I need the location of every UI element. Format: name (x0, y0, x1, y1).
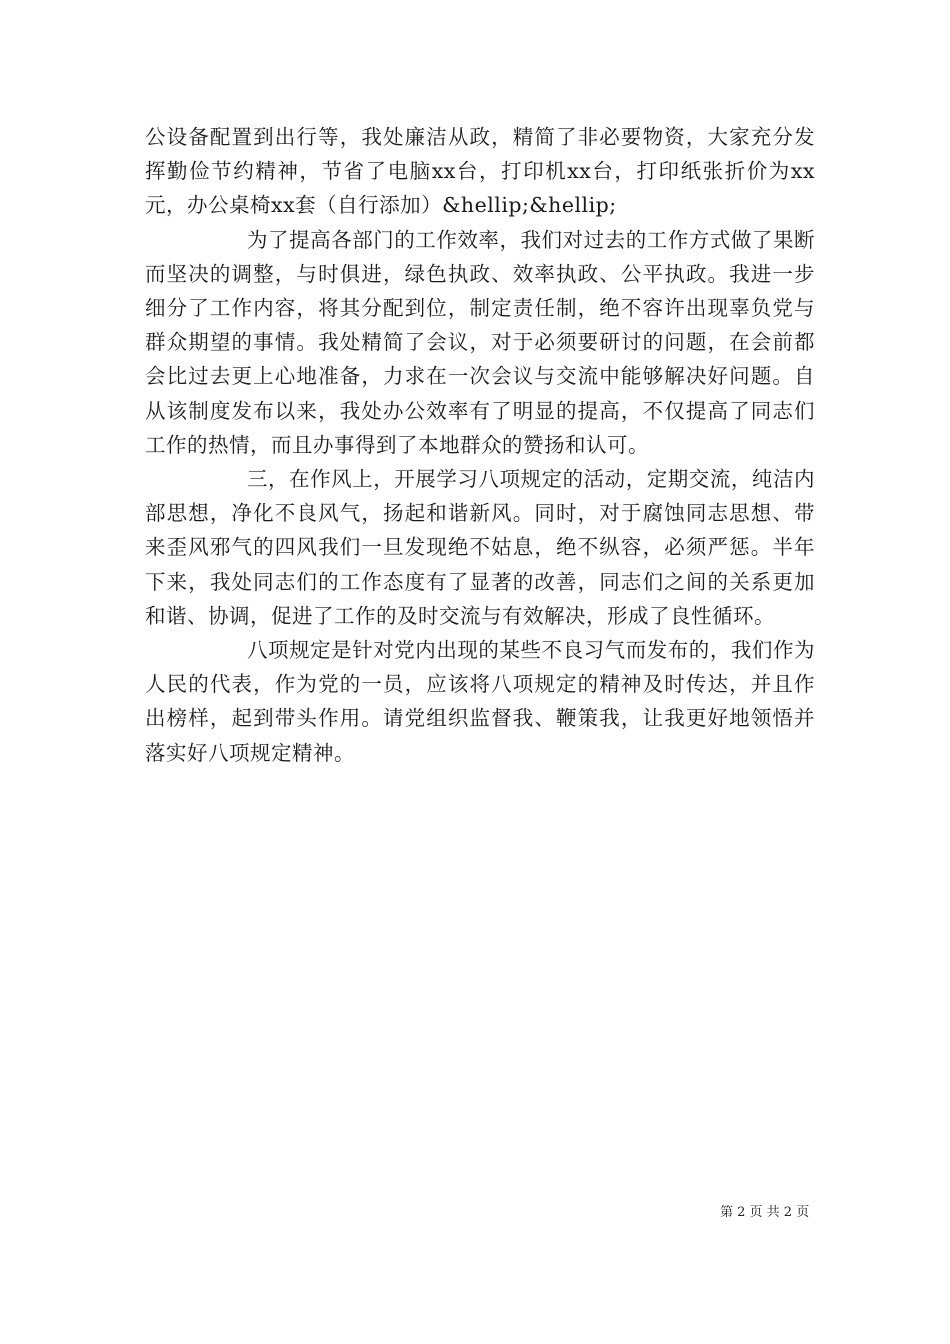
page-number-footer: 第 2 页 共 2 页 (720, 1205, 810, 1220)
paragraph-continuation: 公设备配置到出行等，我处廉洁从政，精简了非必要物资，大家充分发挥勤俭节约精神，节省了电脑xx台，打印机xx台，打印纸张折价为xx元，办公桌椅xx套（自行添加）&hellip;&hellip; (145, 125, 815, 218)
paragraph-conclusion: 八项规定是针对党内出现的某些不良习气而发布的，我们作为人民的代表，作为党的一员，应该将八项规定的精神及时传达，并且作出榜样，起到带头作用。请党组织监督我、鞭策我，让我更好地领悟并落实好八项规定精神。 (145, 638, 815, 765)
document-body (145, 120, 815, 770)
paragraph-work-style: 三，在作风上，开展学习八项规定的活动，定期交流，纯洁内部思想，净化不良风气，扬起和谐新风。同时，对于腐蚀同志思想、带来歪风邪气的四风我们一旦发现绝不姑息，绝不纵容，必须严惩。半年下来，我处同志们的工作态度有了显著的改善，同志们之间的关系更加和谐、协调，促进了工作的及时交流与有效解决，形成了良性循环。 (145, 467, 815, 628)
paragraph-efficiency: 为了提高各部门的工作效率，我们对过去的工作方式做了果断而坚决的调整，与时俱进，绿色执政、效率执政、公平执政。我进一步细分了工作内容，将其分配到位，制定责任制，绝不容许出现辜负党与群众期望的事情。我处精简了会议，对于必须要研讨的问题，在会前都会比过去更上心地准备，力求在一次会议与交流中能够解决好问题。自从该制度发布以来，我处办公效率有了明显的提高，不仅提高了同志们工作的热情，而且办事得到了本地群众的赞扬和认可。 (145, 227, 815, 457)
